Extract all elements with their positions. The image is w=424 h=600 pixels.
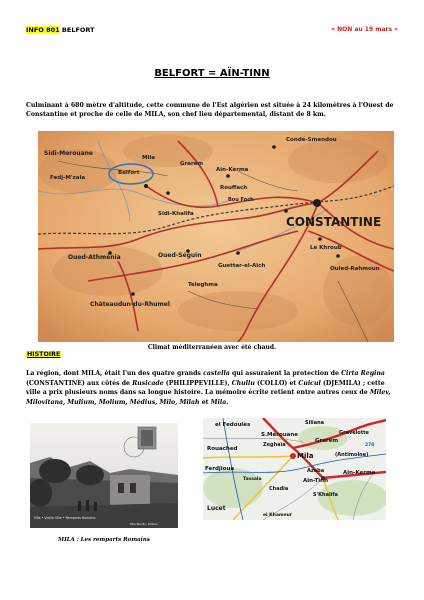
page-title: BELFORT = AÏN-TINN — [154, 68, 270, 79]
map-label: Grarem — [315, 438, 339, 444]
info-header — [26, 26, 95, 34]
map-label: 270 — [365, 443, 375, 448]
map-label: Chadia — [269, 486, 289, 492]
map-label: el Fedoulès — [215, 422, 251, 428]
postcard-publisher: Mlle Bouilly, éditeur — [130, 522, 158, 526]
region-map — [38, 131, 394, 342]
map-label: Le Khroub — [310, 245, 342, 251]
map-label: Mila — [142, 155, 155, 161]
map-label: Condé-Smendou — [286, 137, 337, 143]
map-label: Bou Foch — [228, 197, 254, 203]
map-label: Guettar-el-Aïch — [218, 263, 266, 269]
map-label: Sidi-Khalifa — [158, 211, 194, 217]
map-label: Lucet — [207, 505, 226, 512]
slogan: « NON au 19 mars » — [331, 26, 398, 33]
ramparts-photo — [30, 423, 178, 528]
map-label: Ferdjioua — [205, 466, 235, 472]
map-label: S'Khalifa — [313, 492, 338, 498]
map-label: Oued-Séguin — [158, 252, 202, 259]
intro-paragraph: Culminant à 680 mètre d'altitude, cette commune de l'Est algérien est située à 24 kilomètres à l'Ouest de Constantine et proche de celle de MILA, son chef lieu départemental, distant de 8 km. — [26, 102, 394, 118]
photo-caption: MILA : Les remparts Romains — [58, 537, 150, 543]
map-label: el Khameur — [263, 513, 293, 518]
map-label: Teleghma — [188, 282, 218, 288]
map-caption: Climat méditerranéen avec été chaud. — [147, 344, 277, 351]
map-label: Ain-Tinn — [303, 478, 328, 484]
map-label: Ain-Kerma — [343, 470, 376, 476]
info-number: INFO 801 — [26, 26, 60, 34]
section-heading: HISTOIRE — [27, 351, 61, 358]
road-map — [203, 418, 386, 520]
map-label: Tassala — [243, 477, 262, 482]
map-label: Ain-Kerma — [216, 167, 249, 173]
map-label: Fedj-M'zala — [50, 175, 86, 181]
map-label: Zeghaïa — [263, 442, 286, 448]
map-label: Azeba — [307, 468, 325, 474]
map-label: Oued-Athménia — [68, 254, 121, 261]
map-label: Siliana — [305, 420, 325, 426]
map-label: Châteaudun-du-Rhumel — [90, 301, 170, 308]
map-label: (Antimoine) — [335, 452, 369, 458]
map-label: Mila — [297, 452, 314, 460]
map-label: Sidi-Merouane — [44, 150, 94, 157]
map-label: Rouached — [207, 446, 238, 452]
map-label: Grarem — [180, 161, 204, 167]
map-label-city: CONSTANTINE — [286, 215, 382, 229]
info-place: BELFORT — [59, 26, 95, 34]
map-label: Ouled-Rahmoun — [330, 266, 380, 272]
map-label: Gravelotte — [339, 430, 369, 436]
map-label: Rouffach — [220, 185, 248, 191]
map-label: Belfort — [118, 170, 140, 176]
history-paragraph: La région, dont MILA, était l'un des quatre grands castella qui assuraient la protection de Cirta Regina (CONSTANTINE) aux côtés de Rusicade (PHILIPPEVILLE), Chullu (COLLO) et Cuicul (DJEMILA) ; cette ville a prix plusieurs noms dans sa longue histoire. La mémoire écrite retient entre autres ceux de Milev, Milovitana, Mulium, Molium, Médius, Milo, Milah et Mila. — [26, 370, 391, 406]
map-label: S.Mérouane — [261, 432, 299, 438]
postcard-caption: Mila • Vieille Ville • Remparts Romains — [34, 516, 96, 520]
